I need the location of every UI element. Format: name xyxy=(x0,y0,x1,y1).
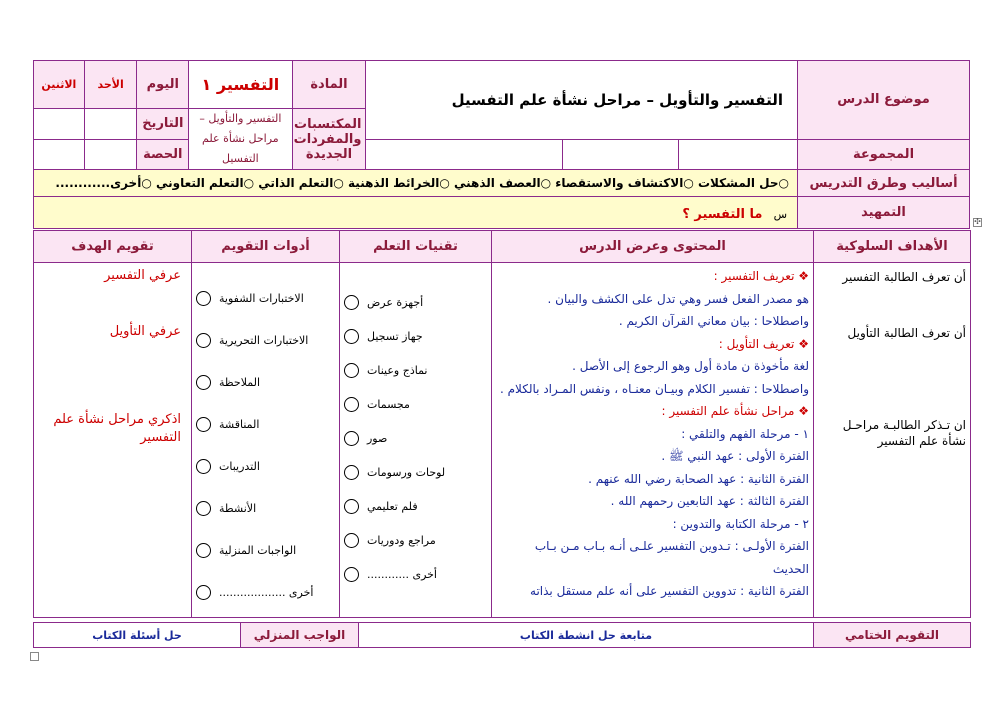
techniques-cell xyxy=(340,263,492,618)
col-tools: أدوات التقويم xyxy=(192,231,340,263)
technique-item[interactable] xyxy=(344,285,487,319)
objective-item: أن تعرف الطالبة التأويل xyxy=(847,326,966,340)
radio-circle-icon[interactable] xyxy=(344,533,359,548)
date-cell xyxy=(84,109,137,140)
technique-item[interactable] xyxy=(344,353,487,387)
intro-s-marker: س xyxy=(773,208,787,221)
technique-item[interactable] xyxy=(344,421,487,455)
content-line: الفترة الثانية : تدووين التفسير على أنه علم مستقل بذاته xyxy=(530,584,809,598)
col-objectives: الأهداف السلوكية xyxy=(814,231,971,263)
objectives-cell xyxy=(814,263,971,618)
radio-circle-icon[interactable] xyxy=(196,501,211,516)
day-label: اليوم xyxy=(137,61,189,109)
content-heading: تعريف التفسير : xyxy=(713,269,795,283)
col-goal-eval: تقويم الهدف xyxy=(34,231,192,263)
tool-item[interactable] xyxy=(196,403,335,445)
radio-circle-icon[interactable] xyxy=(344,567,359,582)
tool-item[interactable] xyxy=(196,319,335,361)
technique-item[interactable] xyxy=(344,557,487,591)
period-cell xyxy=(84,139,137,170)
lesson-topic-label: موضوع الدرس xyxy=(798,61,970,140)
tool-label: الأنشطة xyxy=(219,501,257,515)
lesson-topic-value: التفسير والتأويل – مراحل نشأة علم التفسيل xyxy=(366,61,798,140)
technique-item[interactable] xyxy=(344,455,487,489)
tool-label: المناقشة xyxy=(219,417,260,431)
content-line: الفترة الأولـى : تـدوين التفسير علـى أنـه بـاب مـن بـاب الحديث xyxy=(534,539,809,576)
subject-label: المادة xyxy=(292,61,366,109)
radio-circle-icon[interactable] xyxy=(196,375,211,390)
content-line: واصطلاحا : تفسير الكلام وبيـان معنـاه ، ونفس المـراد بالكلام . xyxy=(500,381,809,396)
tool-item[interactable] xyxy=(196,445,335,487)
final-eval-value: متابعة حل انشطة الكتاب xyxy=(359,623,814,648)
subject-value: التفسير ١ xyxy=(189,61,292,109)
tool-item[interactable] xyxy=(196,277,335,319)
technique-item[interactable] xyxy=(344,523,487,557)
intro-question: ما التفسير ؟ xyxy=(682,207,763,222)
date-cell xyxy=(34,109,85,140)
radio-circle-icon[interactable] xyxy=(344,397,359,412)
content-heading: مراحل نشأة علم التفسير : xyxy=(661,404,795,418)
objective-item: ان تـذكر الطالبـة مراحـل نشأة علم التفسير xyxy=(842,418,966,448)
col-techniques: تقنيات التعلم xyxy=(340,231,492,263)
tools-cell xyxy=(192,263,340,618)
radio-circle-icon[interactable] xyxy=(196,459,211,474)
gains-value: التفسير والتأويل – مراحل نشأة علم التفسيل xyxy=(189,109,292,170)
content-line: ٢ - مرحلة الكتابة والتدوين : xyxy=(672,516,809,531)
radio-circle-icon[interactable] xyxy=(344,431,359,446)
radio-circle-icon[interactable] xyxy=(196,543,211,558)
tool-item[interactable] xyxy=(196,361,335,403)
content-cell xyxy=(492,263,814,618)
tool-label: الاختبارات الشفوية xyxy=(219,291,304,305)
content-line: لغة مأخوذة ن مادة أول وهو الرجوع إلى الأصل . xyxy=(572,359,809,373)
tool-item[interactable] xyxy=(196,487,335,529)
star-icon: ❖ xyxy=(798,404,809,418)
technique-label: مراجع ودوريات xyxy=(367,533,436,547)
tool-label: التدريبات xyxy=(219,459,260,473)
technique-label: جهاز تسجيل xyxy=(367,329,423,343)
technique-label: فلم تعليمي xyxy=(367,499,418,513)
content-line: هو مصدر الفعل فسر وهي تدل على الكشف والبيان . xyxy=(547,291,809,306)
star-icon: ❖ xyxy=(798,336,809,351)
lesson-footer-table xyxy=(33,622,971,648)
tool-label: الواجبات المنزلية xyxy=(219,543,297,557)
radio-circle-icon[interactable] xyxy=(344,465,359,480)
gains-label: المكتسبات والمفردات الجديدة xyxy=(292,109,366,170)
technique-label: صور xyxy=(367,431,388,445)
content-line: واصطلاحا : بيان معاني القرآن الكريم . xyxy=(618,314,809,328)
period-cell xyxy=(34,139,85,170)
radio-circle-icon[interactable] xyxy=(344,295,359,310)
tool-item[interactable] xyxy=(196,529,335,571)
content-line: الفترة الأولى : عهد النبي ﷺ . xyxy=(661,449,809,463)
technique-label: لوحات ورسومات xyxy=(367,465,446,479)
radio-circle-icon[interactable] xyxy=(196,417,211,432)
group-cell xyxy=(678,139,797,170)
lesson-body-table xyxy=(33,230,971,618)
technique-label: مجسمات xyxy=(367,397,410,411)
intro-label: التمهيد xyxy=(798,197,970,229)
group-label: المجموعة xyxy=(798,139,970,170)
methods-label: أساليب وطرق التدريس xyxy=(798,170,970,197)
technique-label: أخرى ............ xyxy=(367,567,437,581)
technique-label: نماذج وعينات xyxy=(367,363,428,377)
final-eval-label: التقويم الختامي xyxy=(814,623,971,648)
intro-question-cell xyxy=(34,197,798,229)
goal-eval-item: عرفي التفسير xyxy=(104,268,181,283)
table-move-handle-icon[interactable]: ✣ xyxy=(974,217,981,226)
homework-value: حل أسئلة الكتاب xyxy=(34,623,241,648)
lesson-header-table xyxy=(33,60,970,229)
radio-circle-icon[interactable] xyxy=(196,291,211,306)
day-monday: الاثنين xyxy=(34,61,85,109)
date-label: التاريخ xyxy=(137,109,189,140)
radio-circle-icon[interactable] xyxy=(344,329,359,344)
teaching-methods: ○حل المشكلات ○الاكتشاف والاستقصاء ○العصف الذهني ○الخرائط الذهنية ○التعلم الذاتي ○التعلم التعاوني ○أخرى............ xyxy=(34,170,798,197)
technique-item[interactable] xyxy=(344,387,487,421)
period-label: الحصة xyxy=(137,139,189,170)
table-resize-handle-icon[interactable] xyxy=(30,652,39,661)
radio-circle-icon[interactable] xyxy=(196,333,211,348)
tool-label: أخرى ................... xyxy=(219,585,314,599)
radio-circle-icon[interactable] xyxy=(344,499,359,514)
col-content: المحتوى وعرض الدرس xyxy=(492,231,814,263)
group-cell xyxy=(562,139,678,170)
goal-eval-item: عرفي التأويل xyxy=(109,324,181,339)
technique-label: أجهزة عرض xyxy=(367,295,424,309)
content-line: الفترة الثانية : عهد الصحابة رضي الله عنهم . xyxy=(588,471,809,486)
tool-label: الاختبارات التحريرية xyxy=(219,333,309,347)
content-line: الفترة الثالثة : عهد التابعين رحمهم الله . xyxy=(610,494,809,508)
technique-item[interactable] xyxy=(344,489,487,523)
group-cell xyxy=(366,139,562,170)
objective-item: أن تعرف الطالبة التفسير xyxy=(842,270,966,284)
content-line: ١ - مرحلة الفهم والتلقي : xyxy=(681,426,809,441)
tool-item[interactable] xyxy=(196,571,335,613)
content-heading: تعريف التأويل : xyxy=(718,336,795,351)
homework-label: الواجب المنزلي xyxy=(241,623,359,648)
day-sunday: الأحد xyxy=(84,61,137,109)
tool-label: الملاحظة xyxy=(219,375,261,389)
star-icon: ❖ xyxy=(798,269,809,283)
radio-circle-icon[interactable] xyxy=(196,585,211,600)
goal-eval-cell xyxy=(34,263,192,618)
radio-circle-icon[interactable] xyxy=(344,363,359,378)
technique-item[interactable] xyxy=(344,319,487,353)
goal-eval-item: اذكري مراحل نشأة علم التفسير xyxy=(53,412,181,445)
